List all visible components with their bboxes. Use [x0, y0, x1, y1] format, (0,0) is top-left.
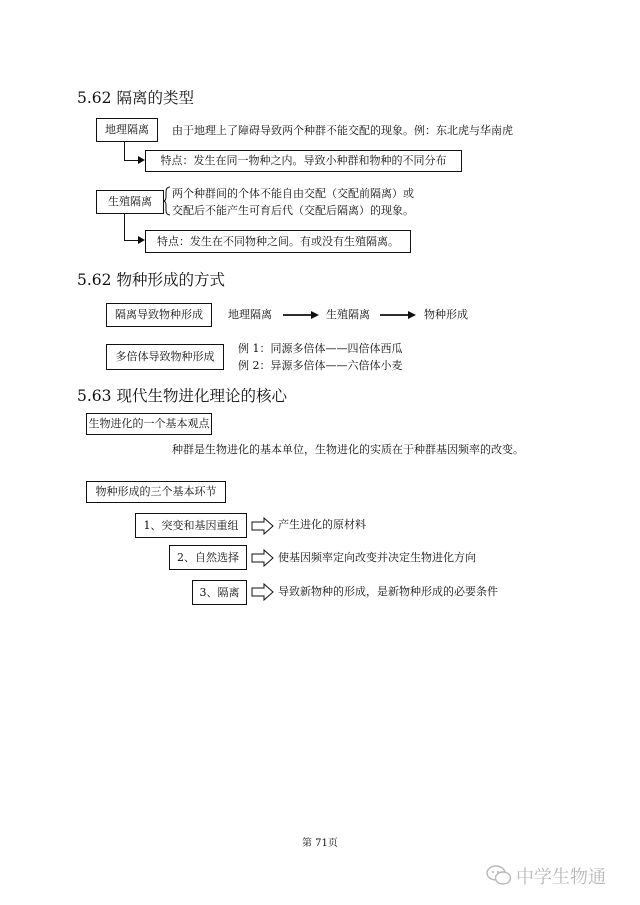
three-links-label: 物种形成的三个基本环节: [95, 485, 217, 498]
link-desc-isolation: 导致新物种的形成，是新物种形成的必要条件: [278, 585, 498, 598]
double-arrow-icon: [252, 518, 273, 600]
flow-step-reproductive-isolation: 生殖隔离: [326, 308, 370, 321]
reproductive-isolation-description-line1: 两个种群间的个体不能自由交配（交配前隔离）或: [172, 187, 414, 200]
arrow-head-icon: [311, 311, 319, 319]
arrow-head-icon: [408, 311, 416, 319]
brace-icon: [163, 187, 170, 215]
reproductive-isolation-feature: 特点：发生在不同物种之间。有或没有生殖隔离。: [157, 234, 399, 248]
polyploid-example-1: 例 1：同源多倍体——四倍体西瓜: [238, 342, 403, 355]
wechat-icon: [486, 864, 512, 886]
geographic-isolation-label: 地理隔离: [105, 123, 149, 136]
flow-step-geographic-isolation: 地理隔离: [228, 308, 272, 321]
arrow-head-icon: [138, 236, 145, 244]
link-desc-mutation: 产生进化的原材料: [278, 518, 366, 531]
link-label-natural-selection: 2、自然选择: [177, 550, 239, 564]
section-heading-isolation-types: 5.62 隔离的类型: [77, 89, 194, 107]
watermark-text: 中学生物通: [516, 867, 606, 888]
arrow-head-icon: [138, 156, 145, 164]
geographic-isolation-feature: 特点：发生在同一物种之内。导致小种群和物种的不同分布: [160, 154, 447, 167]
reproductive-isolation-label: 生殖隔离: [108, 195, 152, 208]
polyploid-example-2: 例 2：异源多倍体——六倍体小麦: [238, 359, 403, 372]
watermark: [486, 860, 626, 890]
section-heading-speciation-methods: 5.62 物种形成的方式: [77, 271, 225, 289]
link-label-mutation: 1、突变和基因重组: [143, 518, 239, 532]
basic-view-text: 种群是生物进化的基本单位，生物进化的实质在于种群基因频率的改变。: [172, 443, 524, 456]
basic-view-label: 生物进化的一个基本观点: [88, 417, 210, 430]
polyploid-speciation-label: 多倍体导致物种形成: [115, 350, 215, 363]
geographic-isolation-description: 由于地理上了障碍导致两个种群不能交配的现象。例：东北虎与华南虎: [172, 124, 513, 137]
link-desc-natural-selection: 使基因频率定向改变并决定生物进化方向: [278, 551, 476, 564]
page-number: 第 71页: [302, 838, 338, 849]
link-label-isolation: 3、隔离: [199, 585, 240, 599]
reproductive-isolation-description-line2: 交配后不能产生可育后代（交配后隔离）的现象。: [172, 204, 414, 217]
isolation-speciation-label: 隔离导致物种形成: [115, 308, 203, 321]
section-heading-evolution-core: 5.63 现代生物进化理论的核心: [77, 387, 287, 405]
flow-step-speciation: 物种形成: [424, 308, 468, 321]
